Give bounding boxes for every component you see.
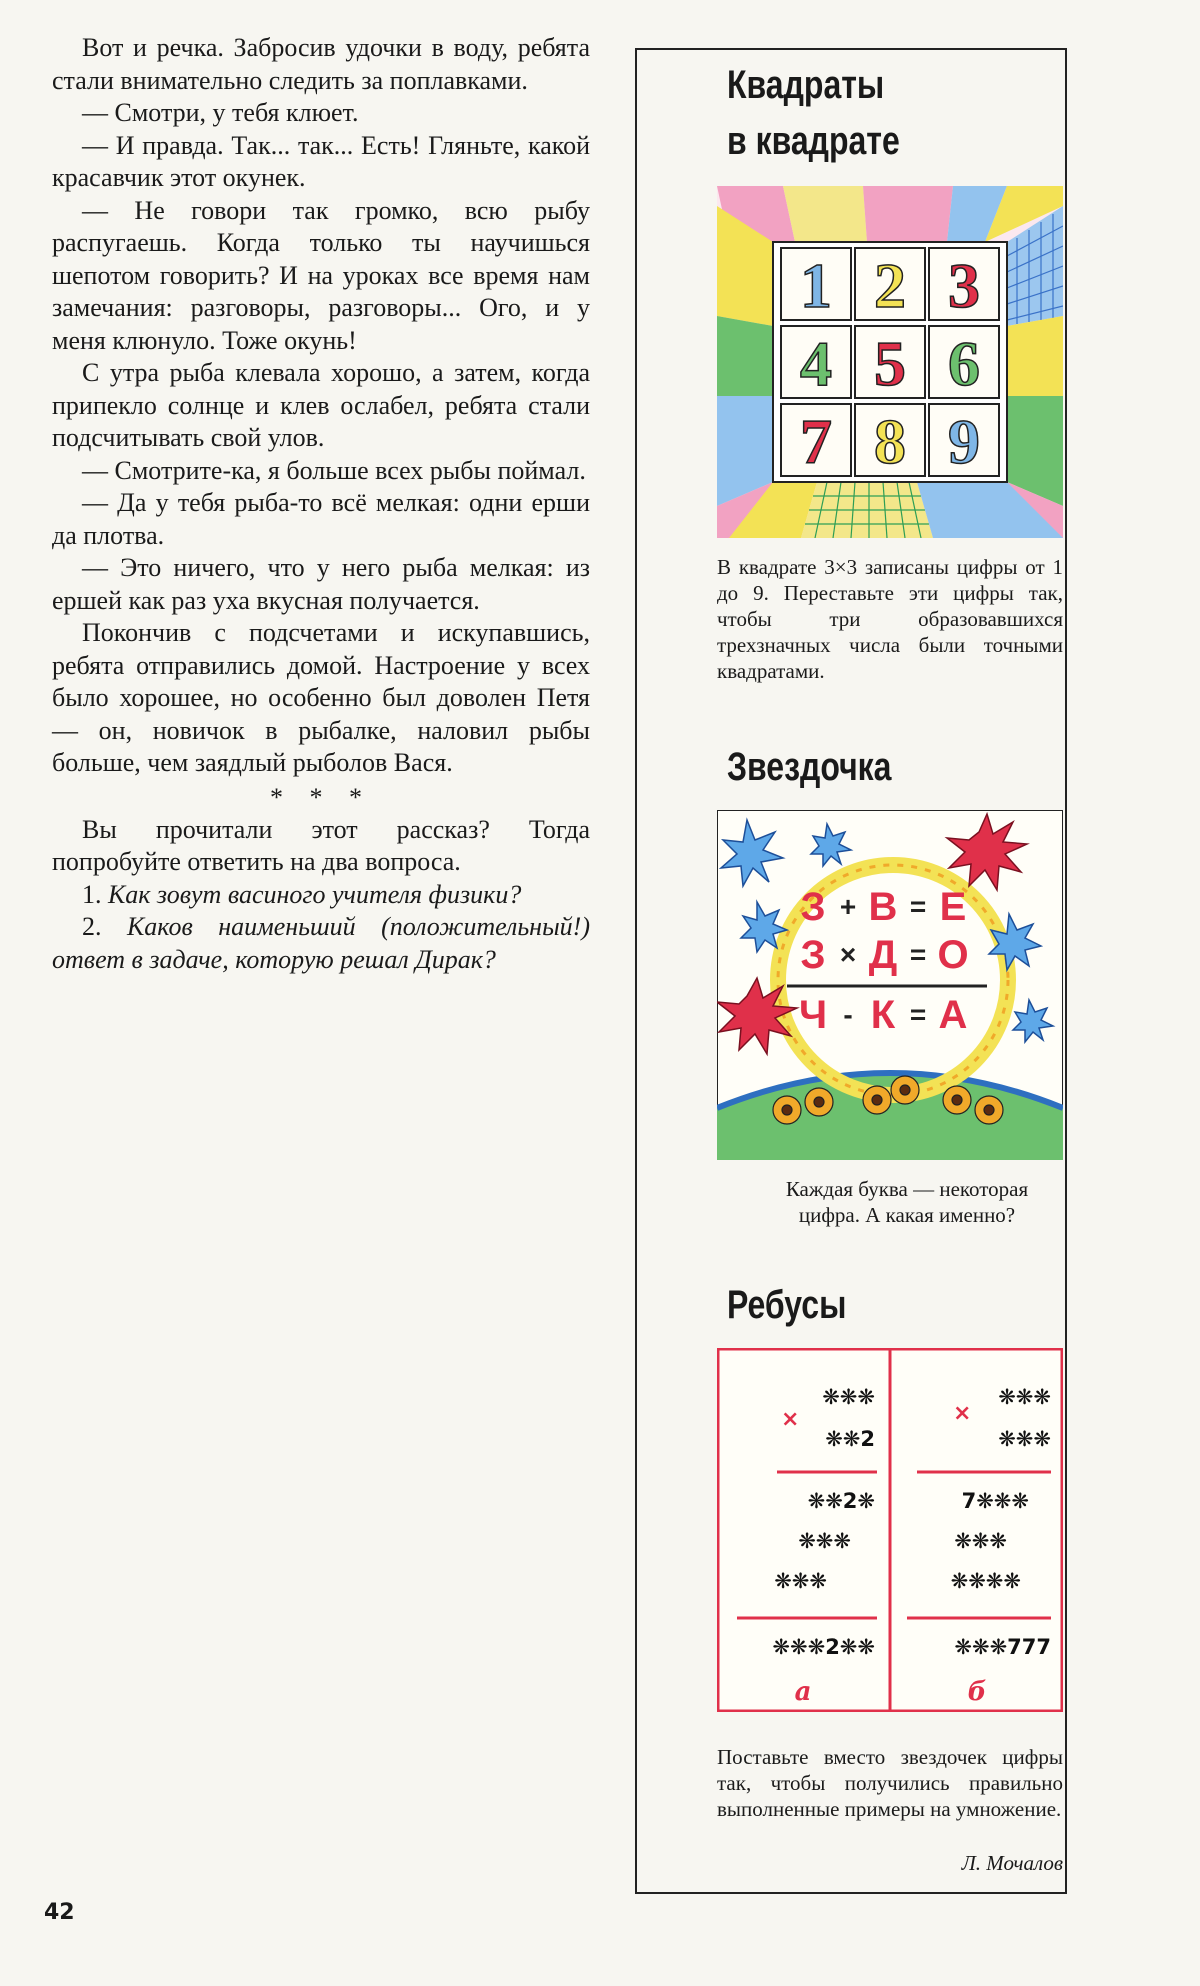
rebus-r3-op: - xyxy=(843,999,853,1030)
rebus-a-line1: ❋❋❋ xyxy=(822,1385,875,1409)
rebus-r3-c: А xyxy=(938,993,968,1037)
story-paragraph: — Да у тебя рыба-то всё мелкая: одни ерши да плотва. xyxy=(52,488,590,550)
star-puzzle-title: Звездочка xyxy=(727,745,892,789)
rebus-r2-eq: = xyxy=(909,939,927,970)
digit-cell-6: 6 xyxy=(948,328,980,399)
rebus-r2-c: О xyxy=(937,933,969,977)
rebus-r3-eq: = xyxy=(909,999,927,1030)
rebus-title: Ребусы xyxy=(727,1283,847,1327)
star-puzzle-illustration xyxy=(717,810,1063,1160)
digit-cell-8: 8 xyxy=(874,406,906,477)
rebus-a-line3: ❋❋2❋ xyxy=(807,1489,875,1513)
question-2-text: Каков наименьший (положительный!) ответ в задаче, которую решал Дирак? xyxy=(52,912,591,974)
squares-caption: В квадрате 3×3 записаны цифры от 1 до 9. Переставьте эти цифры так, чтобы три образовавшихся трехзначных числа были точными квадратами. xyxy=(717,555,1063,683)
question-1-number: 1. xyxy=(82,879,102,909)
story-paragraph: — Это ничего, что у него рыба мелкая: из ершей как раз уха вкусная получается. xyxy=(52,553,590,615)
rebus-r1-b: В xyxy=(868,885,898,929)
story-paragraph: С утра рыба клевала хорошо, а затем, когда припекло солнце и клев ослабел, ребята стали подсчитывать свой улов. xyxy=(52,358,590,452)
story-paragraph: — Смотрите-ка, я больше всех рыбы поймал. xyxy=(82,455,586,485)
rebus-b-multiply-sign: × xyxy=(953,1401,972,1426)
question-2-number: 2. xyxy=(82,912,102,941)
story-paragraph: Вот и речка. Забросив удочки в воду, ребята стали внимательно следить за поплавками. xyxy=(52,33,590,95)
squares-title-line1: Квадраты xyxy=(727,63,885,107)
story-paragraph: — Не говори так громко, всю рыбу распугаешь. Когда только ты научишься шепотом говорить? И на уроках все время нам замечания: разговоры, разговоры... Ого, и у меня клюнуло. Тоже окунь! xyxy=(52,195,590,355)
rebus-r1-a: З xyxy=(800,885,826,929)
rebus-r1-op: + xyxy=(839,891,857,922)
question-intro: Вы прочитали этот рассказ? Тогда попробуйте ответить на два вопроса. xyxy=(52,814,590,876)
rebus-r3-a: Ч xyxy=(798,993,828,1037)
question-2 xyxy=(52,911,590,976)
squares-title-line2: в квадрате xyxy=(727,119,900,163)
rebus-r1-eq: = xyxy=(909,891,927,922)
rebus-r2-b: Д xyxy=(868,933,898,977)
squares-illustration xyxy=(717,186,1063,538)
page-number: 42 xyxy=(44,1900,75,1925)
rebus-b-line3: 7❋❋❋ xyxy=(961,1489,1029,1513)
rebus-b-result: ❋❋❋777 xyxy=(954,1635,1051,1659)
rebus-r3-b: К xyxy=(870,993,896,1037)
rebus-a-multiply-sign: × xyxy=(781,1407,800,1432)
rebus-b-label: б xyxy=(967,1677,987,1707)
digit-cell-2: 2 xyxy=(874,250,906,321)
rebus-a-label: а xyxy=(794,1677,812,1707)
digit-cell-9: 9 xyxy=(948,406,980,477)
digit-cell-4: 4 xyxy=(800,328,832,399)
digit-cell-5: 5 xyxy=(874,328,906,399)
rebus-r2-op: × xyxy=(839,939,857,970)
rebus-author: Л. Мочалов xyxy=(961,1851,1063,1875)
story-paragraph: — Смотри, у тебя клюет. xyxy=(82,98,359,127)
rebus-b-line1: ❋❋❋ xyxy=(998,1385,1051,1409)
story-paragraph: — И правда. Так... так... Есть! Гляньте, какой красавчик этот окунек. xyxy=(52,130,590,192)
story-paragraph: Покончив с подсчетами и искупавшись, ребята отправились домой. Настроение у всех было хорошее, но особенно был доволен Петя — он, новичок в рыбалке, наловил рыбы больше, чем заядлый рыболов Вася. xyxy=(52,618,590,777)
rebus-a-line2: ❋❋2 xyxy=(825,1427,875,1451)
digit-cell-1: 1 xyxy=(800,250,832,321)
rebus-illustration xyxy=(717,1348,1063,1712)
star-puzzle-caption: Каждая буква — некоторая цифра. А какая именно? xyxy=(785,1177,1029,1227)
question-1-text: Как зовут васиного учителя физики? xyxy=(108,879,522,909)
question-1 xyxy=(52,879,590,912)
puzzle-sidebar xyxy=(635,48,1067,1894)
rebus-b-line4: ❋❋❋ xyxy=(954,1529,1007,1553)
rebus-r2-a: З xyxy=(800,933,826,977)
digit-cell-7: 7 xyxy=(800,406,832,477)
rebus-r1-c: Е xyxy=(939,885,967,929)
section-divider-stars: * * * xyxy=(270,782,372,812)
story-column xyxy=(52,32,590,976)
digit-cell-3: 3 xyxy=(948,250,980,321)
rebus-a-result: ❋❋❋2❋❋ xyxy=(772,1635,875,1659)
rebus-a-line5: ❋❋❋ xyxy=(774,1569,827,1593)
rebus-a-line4: ❋❋❋ xyxy=(798,1529,851,1553)
rebus-caption: Поставьте вместо звездочек цифры так, чтобы получились правильно выполненные примеры на умножение. xyxy=(717,1745,1063,1821)
rebus-b-line2: ❋❋❋ xyxy=(998,1427,1051,1451)
rebus-b-line5: ❋❋❋❋ xyxy=(950,1569,1021,1593)
